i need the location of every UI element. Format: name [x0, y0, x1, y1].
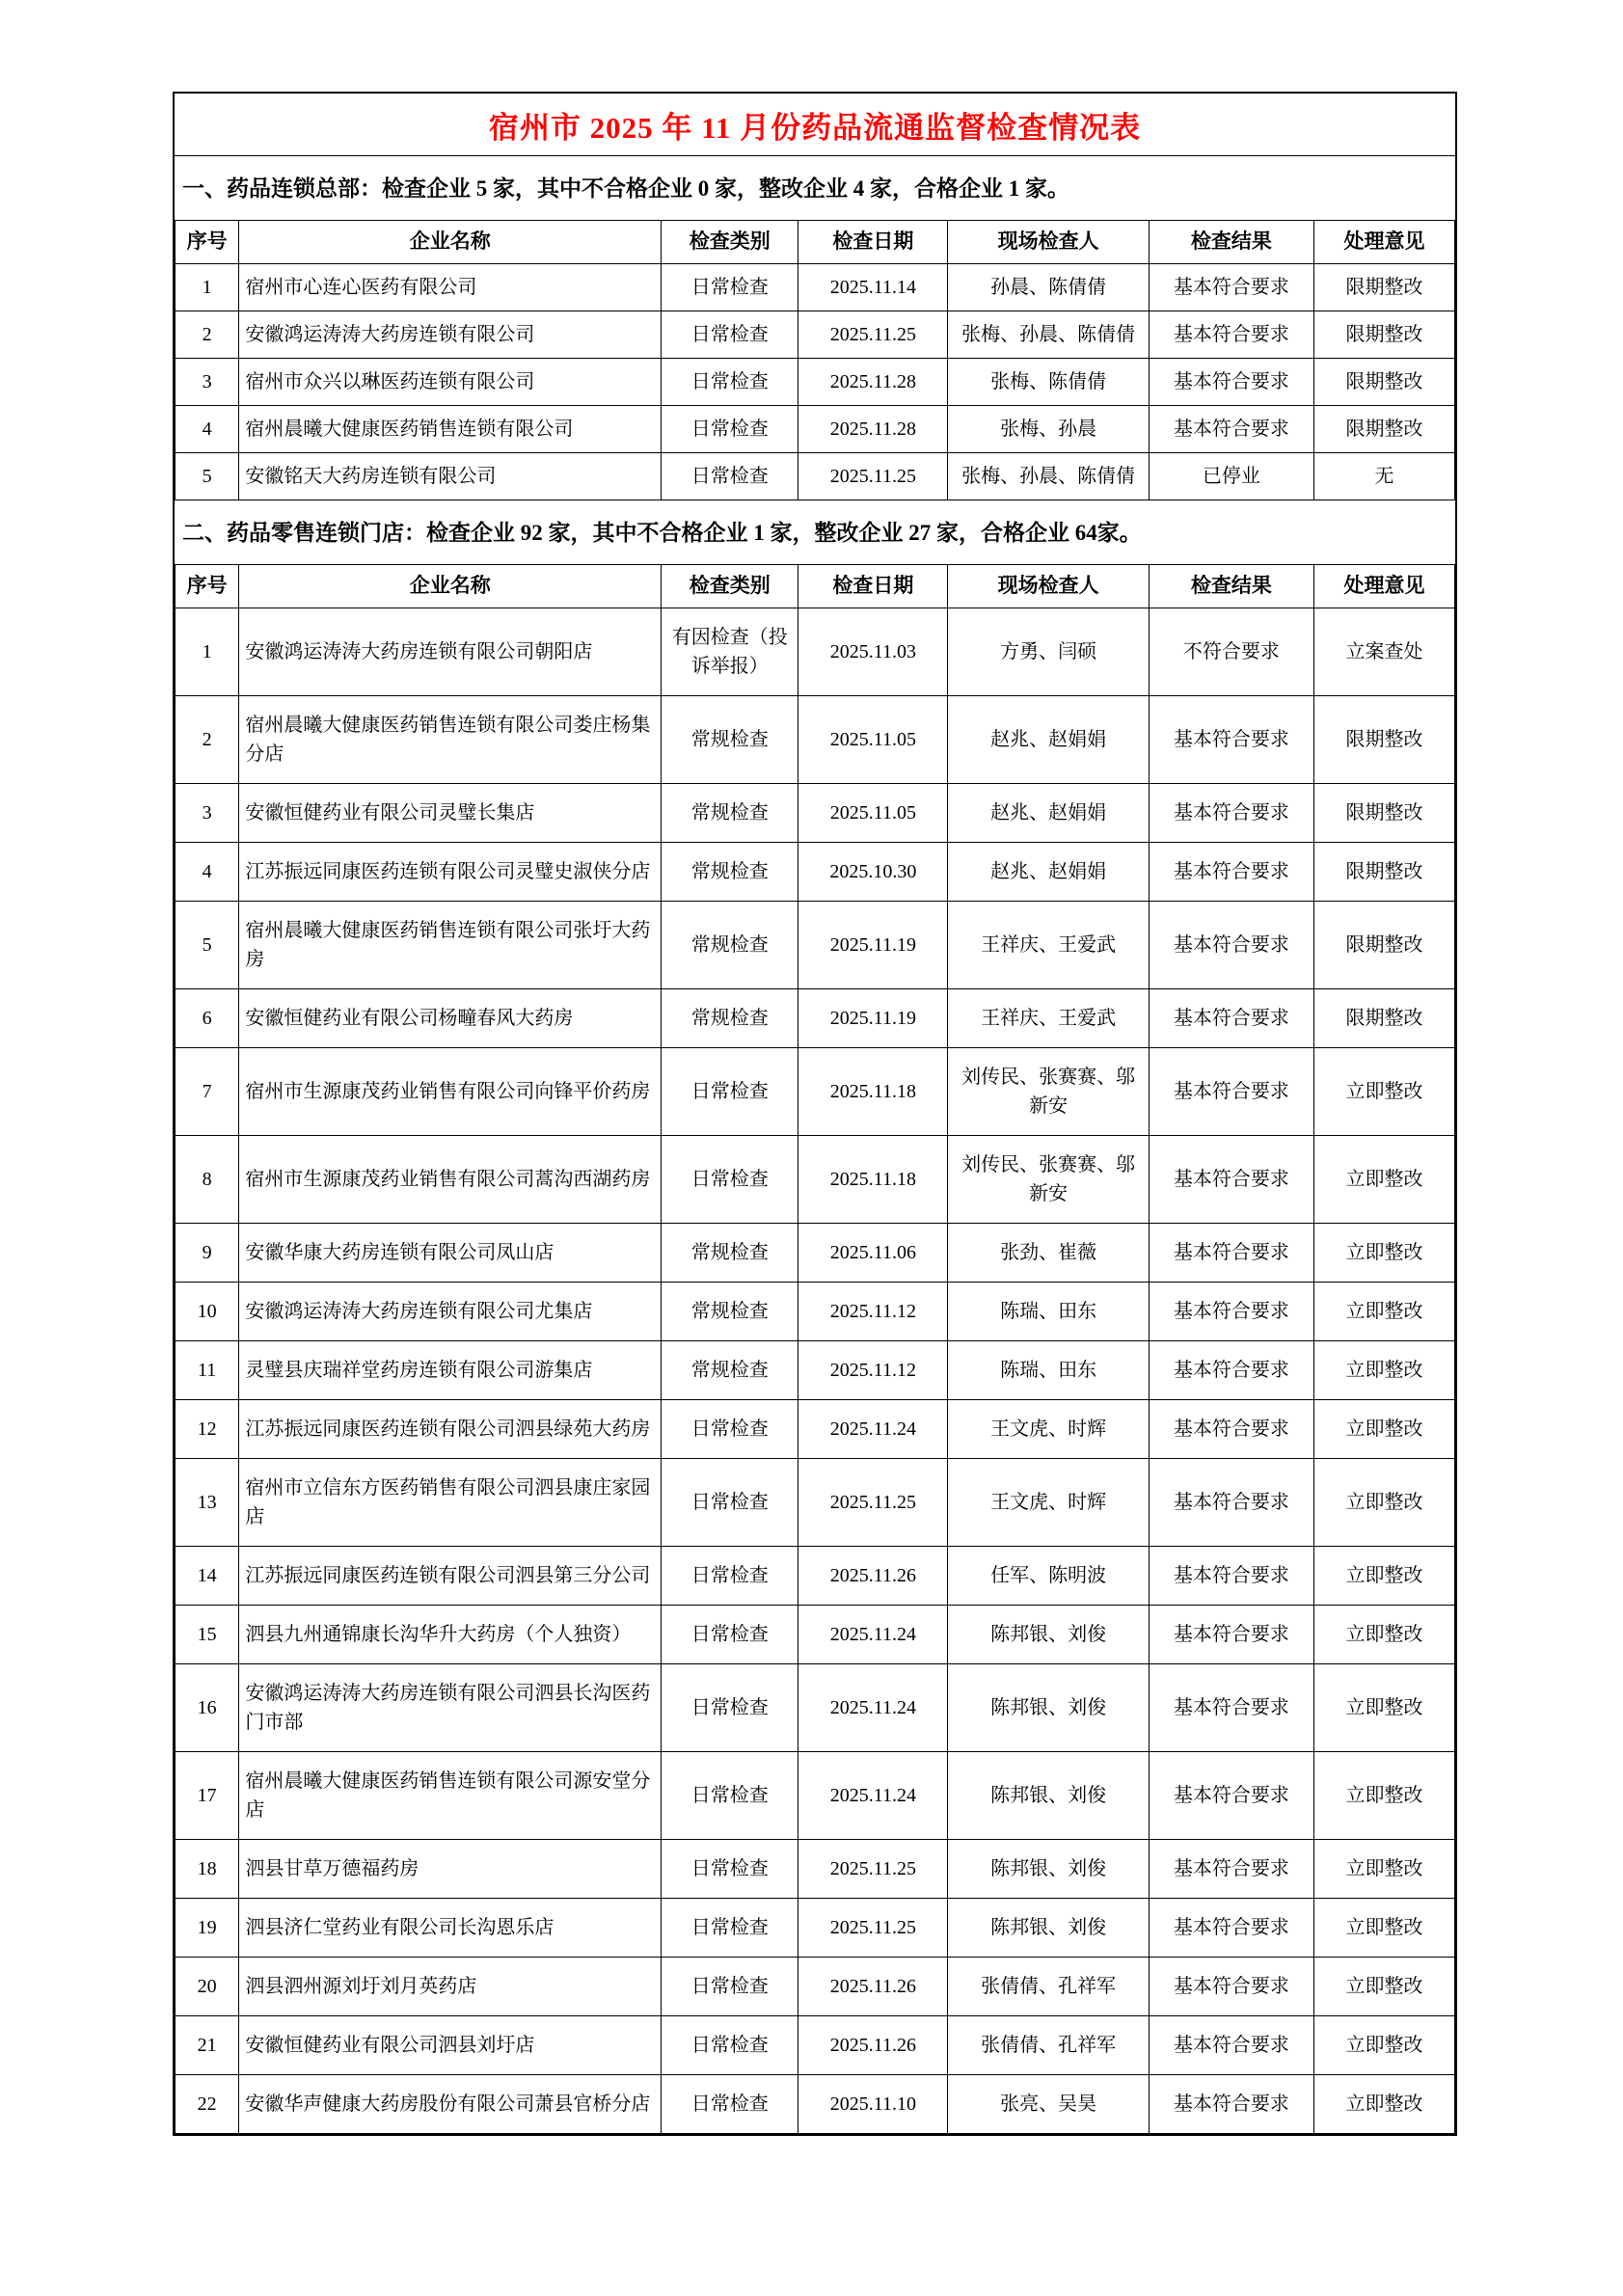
- handling-opinion: 立即整改: [1313, 1663, 1454, 1751]
- row-index: 5: [176, 452, 239, 500]
- row-index: 18: [176, 1839, 239, 1898]
- row-index: 1: [176, 608, 239, 695]
- inspectors: 张劲、崔薇: [948, 1223, 1149, 1282]
- table-row: [176, 1282, 1455, 1340]
- table-row: [176, 1839, 1455, 1898]
- inspection-type: 常规检查: [662, 1223, 798, 1282]
- row-index: 9: [176, 1223, 239, 1282]
- inspectors: 张梅、陈倩倩: [948, 358, 1149, 405]
- inspection-result: 基本符合要求: [1149, 1546, 1313, 1605]
- inspection-date: 2025.11.25: [798, 1839, 948, 1898]
- inspection-result: 基本符合要求: [1149, 358, 1313, 405]
- inspectors: 王文虎、时辉: [948, 1399, 1149, 1458]
- row-index: 11: [176, 1340, 239, 1399]
- table-row: [176, 1458, 1455, 1546]
- column-header: 检查类别: [662, 564, 798, 608]
- inspectors: 赵兆、赵娟娟: [948, 783, 1149, 842]
- company-name: 安徽恒健药业有限公司灵璧长集店: [239, 783, 662, 842]
- inspectors: 陈邦银、刘俊: [948, 1751, 1149, 1839]
- handling-opinion: 立即整改: [1313, 2015, 1454, 2074]
- column-header: 检查类别: [662, 220, 798, 263]
- inspection-date: 2025.11.24: [798, 1605, 948, 1663]
- handling-opinion: 限期整改: [1313, 988, 1454, 1047]
- table-row: [176, 2074, 1455, 2133]
- column-header: 企业名称: [239, 564, 662, 608]
- table-row: [176, 311, 1455, 358]
- inspection-type: 常规检查: [662, 901, 798, 988]
- company-name: 安徽华声健康大药房股份有限公司萧县官桥分店: [239, 2074, 662, 2133]
- inspection-date: 2025.11.03: [798, 608, 948, 695]
- row-index: 19: [176, 1898, 239, 1957]
- inspection-date: 2025.11.06: [798, 1223, 948, 1282]
- table-row: [176, 452, 1455, 500]
- inspection-result: 基本符合要求: [1149, 1605, 1313, 1663]
- inspection-result: 基本符合要求: [1149, 1135, 1313, 1223]
- inspection-date: 2025.11.18: [798, 1047, 948, 1135]
- table-row: [176, 842, 1455, 901]
- inspectors: 张倩倩、孔祥军: [948, 2015, 1149, 2074]
- column-header: 检查结果: [1149, 564, 1313, 608]
- inspection-date: 2025.11.24: [798, 1751, 948, 1839]
- inspection-result: 不符合要求: [1149, 608, 1313, 695]
- inspection-date: 2025.11.10: [798, 2074, 948, 2133]
- row-index: 3: [176, 358, 239, 405]
- handling-opinion: 立即整改: [1313, 1751, 1454, 1839]
- retail-stores-table: [175, 564, 1455, 2134]
- inspectors: 陈邦银、刘俊: [948, 1839, 1149, 1898]
- inspection-result: 基本符合要求: [1149, 1751, 1313, 1839]
- inspection-result: 基本符合要求: [1149, 1663, 1313, 1751]
- table-row: [176, 405, 1455, 452]
- inspection-result: 基本符合要求: [1149, 1898, 1313, 1957]
- inspection-date: 2025.11.12: [798, 1340, 948, 1399]
- header-row: [176, 564, 1455, 608]
- company-name: 泗县九州通锦康长沟华升大药房（个人独资）: [239, 1605, 662, 1663]
- inspection-type: 日常检查: [662, 263, 798, 311]
- table-row: [176, 783, 1455, 842]
- table-row: [176, 358, 1455, 405]
- company-name: 泗县甘草万德福药房: [239, 1839, 662, 1898]
- row-index: 15: [176, 1605, 239, 1663]
- inspection-date: 2025.10.30: [798, 842, 948, 901]
- table-row: [176, 1340, 1455, 1399]
- inspection-result: 基本符合要求: [1149, 1047, 1313, 1135]
- row-index: 17: [176, 1751, 239, 1839]
- inspection-type: 日常检查: [662, 1663, 798, 1751]
- inspection-result: 已停业: [1149, 452, 1313, 500]
- company-name: 宿州市心连心医药有限公司: [239, 263, 662, 311]
- table-row: [176, 1399, 1455, 1458]
- inspection-date: 2025.11.26: [798, 1546, 948, 1605]
- inspectors: 任军、陈明波: [948, 1546, 1149, 1605]
- inspection-type: 日常检查: [662, 1047, 798, 1135]
- company-name: 安徽恒健药业有限公司泗县刘圩店: [239, 2015, 662, 2074]
- inspectors: 刘传民、张赛赛、邬新安: [948, 1135, 1149, 1223]
- handling-opinion: 立即整改: [1313, 1340, 1454, 1399]
- inspection-type: 日常检查: [662, 1135, 798, 1223]
- inspectors: 陈邦银、刘俊: [948, 1605, 1149, 1663]
- company-name: 江苏振远同康医药连锁有限公司泗县第三分公司: [239, 1546, 662, 1605]
- handling-opinion: 限期整改: [1313, 842, 1454, 901]
- inspection-result: 基本符合要求: [1149, 1839, 1313, 1898]
- inspectors: 王祥庆、王爱武: [948, 901, 1149, 988]
- column-header: 处理意见: [1313, 564, 1454, 608]
- table-row: [176, 2015, 1455, 2074]
- handling-opinion: 立即整改: [1313, 1223, 1454, 1282]
- row-index: 10: [176, 1282, 239, 1340]
- handling-opinion: 立即整改: [1313, 1282, 1454, 1340]
- row-index: 6: [176, 988, 239, 1047]
- section-chain-hq: [175, 156, 1455, 500]
- handling-opinion: 限期整改: [1313, 405, 1454, 452]
- inspection-type: 日常检查: [662, 1957, 798, 2015]
- table-row: [176, 1898, 1455, 1957]
- row-index: 20: [176, 1957, 239, 2015]
- table-row: [176, 901, 1455, 988]
- handling-opinion: 立即整改: [1313, 1047, 1454, 1135]
- inspectors: 赵兆、赵娟娟: [948, 842, 1149, 901]
- handling-opinion: 无: [1313, 452, 1454, 500]
- table-row: [176, 1663, 1455, 1751]
- page-title: 宿州市 2025 年 11 月份药品流通监督检查情况表: [175, 94, 1455, 156]
- inspection-type: 日常检查: [662, 452, 798, 500]
- column-header: 企业名称: [239, 220, 662, 263]
- inspection-result: 基本符合要求: [1149, 1223, 1313, 1282]
- column-header: 检查结果: [1149, 220, 1313, 263]
- column-header: 现场检查人: [948, 220, 1149, 263]
- inspectors: 陈邦银、刘俊: [948, 1898, 1149, 1957]
- company-name: 安徽铭天大药房连锁有限公司: [239, 452, 662, 500]
- section-2-caption: 二、药品零售连锁门店：检查企业 92 家，其中不合格企业 1 家，整改企业 27 家，合格企业 64家。: [182, 520, 1142, 545]
- table-row: [176, 1751, 1455, 1839]
- inspection-result: 基本符合要求: [1149, 695, 1313, 783]
- company-name: 安徽恒健药业有限公司杨疃春风大药房: [239, 988, 662, 1047]
- inspection-type: 常规检查: [662, 783, 798, 842]
- handling-opinion: 立案查处: [1313, 608, 1454, 695]
- company-name: 宿州市众兴以琳医药连锁有限公司: [239, 358, 662, 405]
- inspection-result: 基本符合要求: [1149, 1458, 1313, 1546]
- inspectors: 王祥庆、王爱武: [948, 988, 1149, 1047]
- inspection-date: 2025.11.05: [798, 783, 948, 842]
- inspection-type: 日常检查: [662, 2074, 798, 2133]
- table-row: [176, 1223, 1455, 1282]
- handling-opinion: 立即整改: [1313, 1605, 1454, 1663]
- handling-opinion: 立即整改: [1313, 1546, 1454, 1605]
- inspectors: 陈瑞、田东: [948, 1340, 1149, 1399]
- inspection-type: 有因检查（投诉举报）: [662, 608, 798, 695]
- inspection-type: 日常检查: [662, 1839, 798, 1898]
- inspection-type: 日常检查: [662, 1458, 798, 1546]
- row-index: 1: [176, 263, 239, 311]
- row-index: 22: [176, 2074, 239, 2133]
- inspection-type: 日常检查: [662, 311, 798, 358]
- inspectors: 方勇、闫硕: [948, 608, 1149, 695]
- handling-opinion: 限期整改: [1313, 263, 1454, 311]
- inspection-date: 2025.11.12: [798, 1282, 948, 1340]
- inspection-result: 基本符合要求: [1149, 1282, 1313, 1340]
- inspection-date: 2025.11.14: [798, 263, 948, 311]
- inspection-date: 2025.11.25: [798, 311, 948, 358]
- inspection-type: 常规检查: [662, 842, 798, 901]
- section-retail-stores: [175, 500, 1455, 2134]
- table-row: [176, 1047, 1455, 1135]
- company-name: 安徽鸿运涛涛大药房连锁有限公司尤集店: [239, 1282, 662, 1340]
- row-index: 3: [176, 783, 239, 842]
- inspection-result: 基本符合要求: [1149, 405, 1313, 452]
- company-name: 江苏振远同康医药连锁有限公司灵璧史淑侠分店: [239, 842, 662, 901]
- inspection-date: 2025.11.19: [798, 988, 948, 1047]
- retail-stores-table-body: [176, 608, 1455, 2133]
- company-name: 安徽华康大药房连锁有限公司凤山店: [239, 1223, 662, 1282]
- row-index: 4: [176, 405, 239, 452]
- inspectors: 陈邦银、刘俊: [948, 1663, 1149, 1751]
- company-name: 安徽鸿运涛涛大药房连锁有限公司泗县长沟医药门市部: [239, 1663, 662, 1751]
- company-name: 宿州市生源康茂药业销售有限公司向锋平价药房: [239, 1047, 662, 1135]
- inspection-result: 基本符合要求: [1149, 2015, 1313, 2074]
- row-index: 8: [176, 1135, 239, 1223]
- inspection-type: 日常检查: [662, 1605, 798, 1663]
- inspectors: 陈瑞、田东: [948, 1282, 1149, 1340]
- company-name: 江苏振远同康医药连锁有限公司泗县绿苑大药房: [239, 1399, 662, 1458]
- table-row: [176, 988, 1455, 1047]
- inspection-result: 基本符合要求: [1149, 988, 1313, 1047]
- handling-opinion: 立即整改: [1313, 1839, 1454, 1898]
- row-index: 12: [176, 1399, 239, 1458]
- row-index: 2: [176, 695, 239, 783]
- inspection-result: 基本符合要求: [1149, 901, 1313, 988]
- handling-opinion: 立即整改: [1313, 1458, 1454, 1546]
- inspection-date: 2025.11.26: [798, 2015, 948, 2074]
- inspection-report-document: [173, 92, 1457, 2136]
- table-row: [176, 1605, 1455, 1663]
- table-row: [176, 1546, 1455, 1605]
- inspection-type: 日常检查: [662, 2015, 798, 2074]
- handling-opinion: 立即整改: [1313, 1135, 1454, 1223]
- row-index: 21: [176, 2015, 239, 2074]
- inspection-date: 2025.11.24: [798, 1663, 948, 1751]
- column-header: 现场检查人: [948, 564, 1149, 608]
- column-header: 检查日期: [798, 220, 948, 263]
- inspection-type: 常规检查: [662, 1340, 798, 1399]
- row-index: 14: [176, 1546, 239, 1605]
- handling-opinion: 立即整改: [1313, 1399, 1454, 1458]
- handling-opinion: 立即整改: [1313, 2074, 1454, 2133]
- inspection-type: 日常检查: [662, 1751, 798, 1839]
- inspectors: 张梅、孙晨、陈倩倩: [948, 452, 1149, 500]
- company-name: 宿州市立信东方医药销售有限公司泗县康庄家园店: [239, 1458, 662, 1546]
- inspection-date: 2025.11.25: [798, 452, 948, 500]
- retail-stores-table-header: [176, 564, 1455, 608]
- row-index: 13: [176, 1458, 239, 1546]
- table-row: [176, 1135, 1455, 1223]
- inspection-date: 2025.11.28: [798, 358, 948, 405]
- inspectors: 刘传民、张赛赛、邬新安: [948, 1047, 1149, 1135]
- inspection-result: 基本符合要求: [1149, 1399, 1313, 1458]
- company-name: 宿州晨曦大健康医药销售连锁有限公司源安堂分店: [239, 1751, 662, 1839]
- inspection-result: 基本符合要求: [1149, 2074, 1313, 2133]
- inspection-type: 日常检查: [662, 1399, 798, 1458]
- table-row: [176, 695, 1455, 783]
- inspectors: 张梅、孙晨、陈倩倩: [948, 311, 1149, 358]
- header-row: [176, 220, 1455, 263]
- chain-hq-table-header: [176, 220, 1455, 263]
- chain-hq-table-body: [176, 263, 1455, 500]
- company-name: 宿州市生源康茂药业销售有限公司蒿沟西湖药房: [239, 1135, 662, 1223]
- inspection-date: 2025.11.18: [798, 1135, 948, 1223]
- inspection-date: 2025.11.24: [798, 1399, 948, 1458]
- row-index: 16: [176, 1663, 239, 1751]
- section-1-caption: 一、药品连锁总部：检查企业 5 家，其中不合格企业 0 家，整改企业 4 家，合格企业 1 家。: [182, 176, 1069, 201]
- inspection-date: 2025.11.19: [798, 901, 948, 988]
- company-name: 宿州晨曦大健康医药销售连锁有限公司张圩大药房: [239, 901, 662, 988]
- inspection-date: 2025.11.25: [798, 1898, 948, 1957]
- inspection-result: 基本符合要求: [1149, 783, 1313, 842]
- inspection-result: 基本符合要求: [1149, 263, 1313, 311]
- row-index: 2: [176, 311, 239, 358]
- inspection-type: 常规检查: [662, 988, 798, 1047]
- inspectors: 张梅、孙晨: [948, 405, 1149, 452]
- inspectors: 张亮、吴昊: [948, 2074, 1149, 2133]
- inspectors: 王文虎、时辉: [948, 1458, 1149, 1546]
- column-header: 序号: [176, 564, 239, 608]
- handling-opinion: 限期整改: [1313, 783, 1454, 842]
- inspection-date: 2025.11.26: [798, 1957, 948, 2015]
- inspection-date: 2025.11.05: [798, 695, 948, 783]
- inspectors: 赵兆、赵娟娟: [948, 695, 1149, 783]
- handling-opinion: 立即整改: [1313, 1898, 1454, 1957]
- inspectors: 孙晨、陈倩倩: [948, 263, 1149, 311]
- company-name: 安徽鸿运涛涛大药房连锁有限公司朝阳店: [239, 608, 662, 695]
- inspection-result: 基本符合要求: [1149, 1340, 1313, 1399]
- company-name: 宿州晨曦大健康医药销售连锁有限公司娄庄杨集分店: [239, 695, 662, 783]
- handling-opinion: 限期整改: [1313, 358, 1454, 405]
- row-index: 4: [176, 842, 239, 901]
- company-name: 泗县泗州源刘圩刘月英药店: [239, 1957, 662, 2015]
- inspection-type: 常规检查: [662, 695, 798, 783]
- handling-opinion: 限期整改: [1313, 311, 1454, 358]
- table-row: [176, 608, 1455, 695]
- inspection-type: 日常检查: [662, 405, 798, 452]
- handling-opinion: 立即整改: [1313, 1957, 1454, 2015]
- row-index: 5: [176, 901, 239, 988]
- table-row: [176, 1957, 1455, 2015]
- handling-opinion: 限期整改: [1313, 901, 1454, 988]
- inspection-type: 日常检查: [662, 1898, 798, 1957]
- company-name: 灵璧县庆瑞祥堂药房连锁有限公司游集店: [239, 1340, 662, 1399]
- inspectors: 张倩倩、孔祥军: [948, 1957, 1149, 2015]
- row-index: 7: [176, 1047, 239, 1135]
- chain-hq-table: [175, 220, 1455, 500]
- company-name: 泗县济仁堂药业有限公司长沟恩乐店: [239, 1898, 662, 1957]
- inspection-date: 2025.11.25: [798, 1458, 948, 1546]
- inspection-date: 2025.11.28: [798, 405, 948, 452]
- inspection-type: 日常检查: [662, 1546, 798, 1605]
- inspection-result: 基本符合要求: [1149, 1957, 1313, 2015]
- inspection-type: 日常检查: [662, 358, 798, 405]
- company-name: 宿州晨曦大健康医药销售连锁有限公司: [239, 405, 662, 452]
- inspection-type: 常规检查: [662, 1282, 798, 1340]
- handling-opinion: 限期整改: [1313, 695, 1454, 783]
- table-row: [176, 263, 1455, 311]
- column-header: 处理意见: [1313, 220, 1454, 263]
- inspection-result: 基本符合要求: [1149, 311, 1313, 358]
- inspection-result: 基本符合要求: [1149, 842, 1313, 901]
- column-header: 检查日期: [798, 564, 948, 608]
- company-name: 安徽鸿运涛涛大药房连锁有限公司: [239, 311, 662, 358]
- column-header: 序号: [176, 220, 239, 263]
